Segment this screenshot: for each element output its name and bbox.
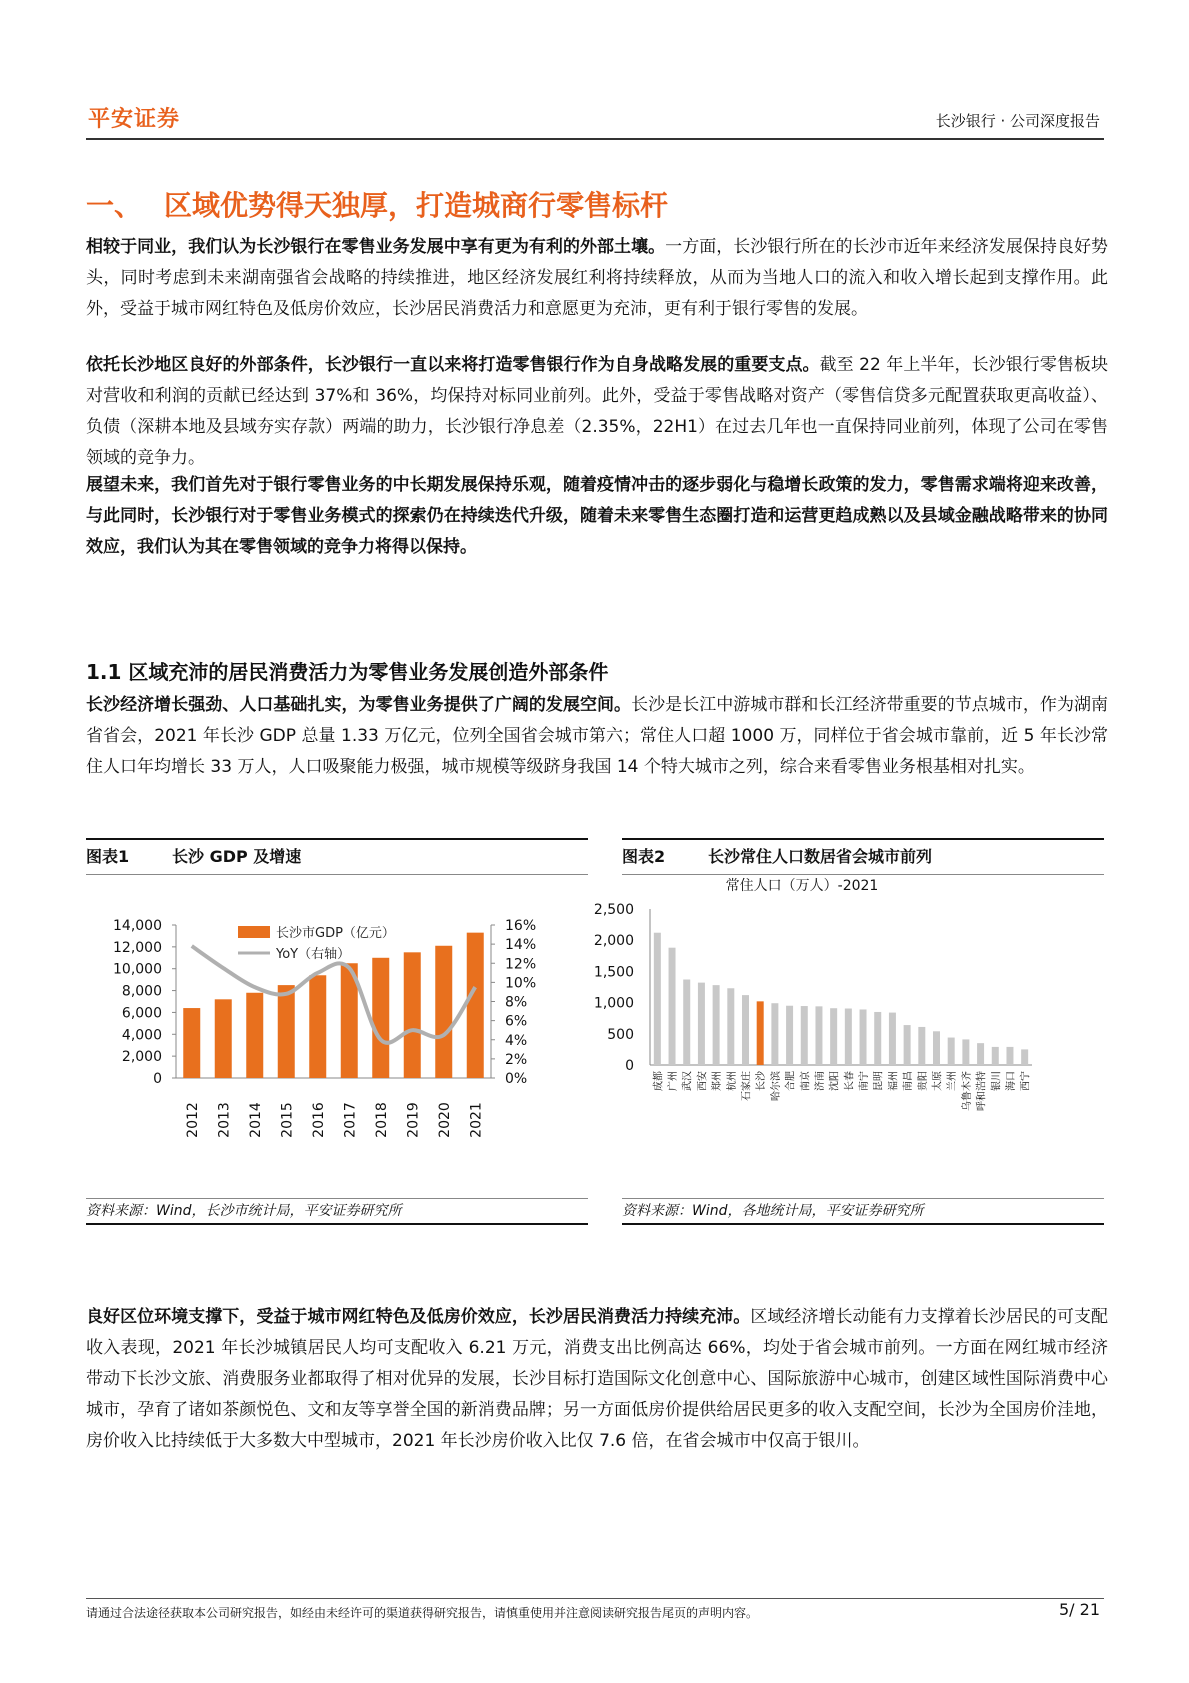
x-tick-label: 昆明 [873,1071,885,1091]
x-tick-label: 郑州 [712,1071,724,1091]
population-bar [815,1006,822,1065]
left-tick-label: 10,000 [113,961,162,978]
x-tick-label: 2015 [279,1102,296,1138]
figure-2-label: 图表2 [622,847,666,866]
y-tick-label: 500 [607,1026,634,1043]
paragraph-3-lead: 展望未来，我们首先对于银行零售业务的中长期发展保持乐观，随着疫情冲击的逐步弱化与稳增长政策的发力，零售需求端将迎来改善，与此同时，长沙银行对于零售业务模式的探索仍在持续迭代升级，随着未来零售生态圈打造和运营更趋成熟以及县域金融战略带来的协同效应，我们认为其在零售领域的竞争力将得以保持。 [86,475,1108,557]
figure-1-source: 资料来源：Wind，长沙市统计局，平安证券研究所 [86,1198,588,1225]
right-tick-label: 10% [505,975,537,992]
gdp-bar [246,993,263,1078]
x-tick-label: 长春 [844,1071,856,1091]
x-tick-label: 2017 [342,1102,359,1138]
figure-2-source: 资料来源：Wind，各地统计局，平安证券研究所 [622,1198,1104,1225]
x-tick-label: 福州 [888,1071,900,1091]
population-bar [874,1012,881,1065]
population-bar [977,1043,984,1065]
paragraph-4 [86,690,1108,783]
gdp-bar [467,933,484,1078]
x-tick-label: 贵阳 [917,1071,929,1091]
population-bar [698,983,705,1065]
paragraph-1 [86,232,1108,325]
population-bar [801,1006,808,1065]
gdp-bar [183,1008,200,1078]
x-tick-label: 2021 [468,1102,485,1138]
left-tick-label: 2,000 [121,1049,162,1066]
section-heading [86,184,668,224]
paragraph-1-body: 一方面，长沙银行所在的长沙市近年来经济发展保持良好势头，同时考虑到未来湖南强省会战略的持续推进，地区经济发展红利将持续释放，从而为当地人口的流入和收入增长起到支撑作用。此外，受益于城市网红特色及低房价效应，长沙居民消费活力和意愿更为充沛，更有利于银行零售的发展。 [86,237,1109,319]
x-tick-label: 成都 [653,1071,665,1091]
population-bar [860,1009,867,1065]
x-tick-label: 海口 [1005,1071,1017,1091]
subsection-heading: 1.1 区域充沛的居民消费活力为零售业务发展创造外部条件 [86,660,609,684]
x-tick-label: 杭州 [726,1071,738,1091]
left-tick-label: 12,000 [113,939,162,956]
x-tick-label: 兰州 [947,1071,959,1091]
population-bar [786,1006,793,1065]
population-bar [727,988,734,1065]
population-bar [757,1001,764,1065]
paragraph-5-lead: 良好区位环境支撑下，受益于城市网红特色及低房价效应，长沙居民消费活力持续充沛。 [86,1307,751,1327]
population-bar [654,933,661,1065]
report-title: 长沙银行 · 公司深度报告 [935,112,1100,130]
x-tick-label: 2019 [405,1102,422,1138]
x-tick-label: 广州 [668,1071,680,1091]
x-tick-label: 2012 [184,1102,201,1138]
paragraph-2-lead: 依托长沙地区良好的外部条件，长沙银行一直以来将打造零售银行作为自身战略发展的重要支点。 [86,355,820,375]
population-bar [771,1003,778,1065]
x-tick-label: 济南 [814,1071,826,1091]
x-tick-label: 南京 [800,1071,812,1091]
figure-2-caption: 长沙常住人口数居省会城市前列 [708,847,933,866]
x-tick-label: 石家庄 [741,1071,753,1101]
paragraph-5-body: 区域经济增长动能有力支撑着长沙居民的可支配收入表现，2021 年长沙城镇居民人均可支配收入 6.21 万元，消费支出比例高达 66%，均处于省会城市前列。一方面在网红城市经济带动下长沙文旅、消费服务业都取得了相对优异的发展，长沙目标打造国际文化创意中心、国际旅游中心城市，创建区域性国际消费中心城市，孕育了诸如茶颜悦色、文和友等享誉全国的新消费品牌；另一方面低房价提供给居民更多的收入支配空间，长沙为全国房价洼地，房价收入比持续低于大多数大中型城市，2021 年长沙房价收入比仅 7.6 倍，在省会城市中仅高于银川。 [86,1307,1109,1451]
gdp-bar [215,999,232,1078]
population-chart [593,874,1104,1196]
population-bar [830,1008,837,1065]
x-tick-label: 西宁 [1020,1071,1032,1091]
x-tick-label: 2014 [247,1102,264,1138]
population-bar [933,1031,940,1065]
left-tick-label: 6,000 [121,1005,162,1022]
x-tick-label: 太原 [932,1071,944,1091]
population-bar [713,985,720,1065]
population-bar [962,1039,969,1065]
section-number: 一、 [86,189,143,222]
header-divider [86,138,1104,140]
paragraph-3 [86,470,1108,563]
population-bar [948,1038,955,1065]
x-tick-label: 乌鲁木齐 [961,1071,973,1111]
x-tick-label: 呼和浩特 [976,1071,988,1111]
right-tick-label: 4% [505,1032,528,1049]
population-bar [669,948,676,1065]
gdp-chart [86,874,588,1196]
gdp-bar [372,958,389,1078]
figure-2-title [622,838,1104,875]
left-tick-label: 4,000 [121,1027,162,1044]
paragraph-2-body: 截至 22 年上半年，长沙银行零售板块对营收和利润的贡献已经达到 37%和 36%，均保持对标同业前列。此外，受益于零售战略对资产（零售信贷多元配置获取更高收益）、负债（深耕本地及县域夯实存款）两端的助力，长沙银行净息差（2.35%，22H1）在过去几年也一直保持同业前列，体现了公司在零售领域的竞争力。 [86,355,1108,468]
population-bar [683,980,690,1065]
y-tick-label: 2,000 [593,933,634,950]
legend-swatch-gdp [238,926,270,938]
right-tick-label: 12% [505,956,537,973]
figure-1-caption: 长沙 GDP 及增速 [172,847,302,866]
population-bar [992,1047,999,1065]
x-tick-label: 哈尔滨 [770,1071,782,1101]
x-tick-label: 长沙 [756,1071,768,1091]
y-tick-label: 2,500 [593,902,634,918]
y-tick-label: 1,500 [593,964,634,981]
right-tick-label: 2% [505,1051,528,1068]
legend-label-yoy: YoY（右轴） [276,947,351,962]
gdp-bar [309,975,326,1078]
x-tick-label: 南昌 [903,1071,915,1091]
left-tick-label: 14,000 [113,918,162,934]
population-bar [845,1009,852,1065]
footer-disclaimer: 请通过合法途径获取本公司研究报告，如经由未经许可的渠道获得研究报告，请慎重使用并注意阅读研究报告尾页的声明内容。 [86,1606,759,1620]
x-tick-label: 南宁 [859,1071,871,1091]
page-number: 5/ 21 [1058,1600,1100,1619]
population-bar [742,995,749,1065]
population-bar [918,1027,925,1065]
x-tick-label: 沈阳 [829,1071,841,1091]
x-tick-label: 2016 [310,1102,327,1138]
paragraph-5 [86,1302,1108,1457]
population-bar [889,1013,896,1065]
right-tick-label: 6% [505,1013,528,1030]
right-tick-label: 14% [505,937,537,954]
right-tick-label: 8% [505,994,528,1011]
section-title: 区域优势得天独厚，打造城商行零售标杆 [164,189,669,222]
figure-1-title [86,838,588,875]
y-tick-label: 1,000 [593,995,634,1012]
population-bar [1006,1047,1013,1065]
right-tick-label: 16% [505,918,537,934]
x-tick-label: 银川 [991,1071,1003,1091]
paragraph-4-lead: 长沙经济增长强劲、人口基础扎实，为零售业务提供了广阔的发展空间。 [86,695,632,715]
gdp-bar [435,946,452,1078]
paragraph-1-lead: 相较于同业，我们认为长沙银行在零售业务发展中享有更为有利的外部土壤。 [86,237,666,257]
figure-1-label: 图表1 [86,847,130,866]
footer-divider [86,1598,1104,1599]
population-bar [904,1025,911,1065]
x-tick-label: 合肥 [785,1071,797,1091]
left-tick-label: 8,000 [121,983,162,1000]
gdp-bar [404,952,421,1078]
paragraph-2 [86,350,1108,474]
x-tick-label: 2013 [216,1102,233,1138]
gdp-bar [278,985,295,1078]
paragraph-4-body: 长沙是长江中游城市群和长江经济带重要的节点城市，作为湖南省省会，2021 年长沙 GDP 总量 1.33 万亿元，位列全国省会城市第六；常住人口超 1000 万，同样位于省会城市靠前，近 5 年长沙常住人口年均增长 33 万人，人口吸聚能力极强，城市规模等级跻身我国 14 个特大城市之列，综合来看零售业务根基相对扎实。 [86,695,1109,777]
right-tick-label: 0% [505,1071,528,1087]
x-tick-label: 武汉 [682,1071,694,1091]
x-tick-label: 西安 [697,1071,709,1091]
y-tick-label: 0 [625,1058,634,1074]
chart-title: 常住人口（万人）-2021 [725,878,879,894]
brand-logo: 平安证券 [88,107,181,132]
x-tick-label: 2020 [436,1102,453,1138]
population-bar [1021,1049,1028,1065]
x-tick-label: 2018 [373,1102,390,1138]
left-tick-label: 0 [153,1071,162,1087]
legend-label-gdp: 长沙市GDP（亿元） [276,926,395,941]
